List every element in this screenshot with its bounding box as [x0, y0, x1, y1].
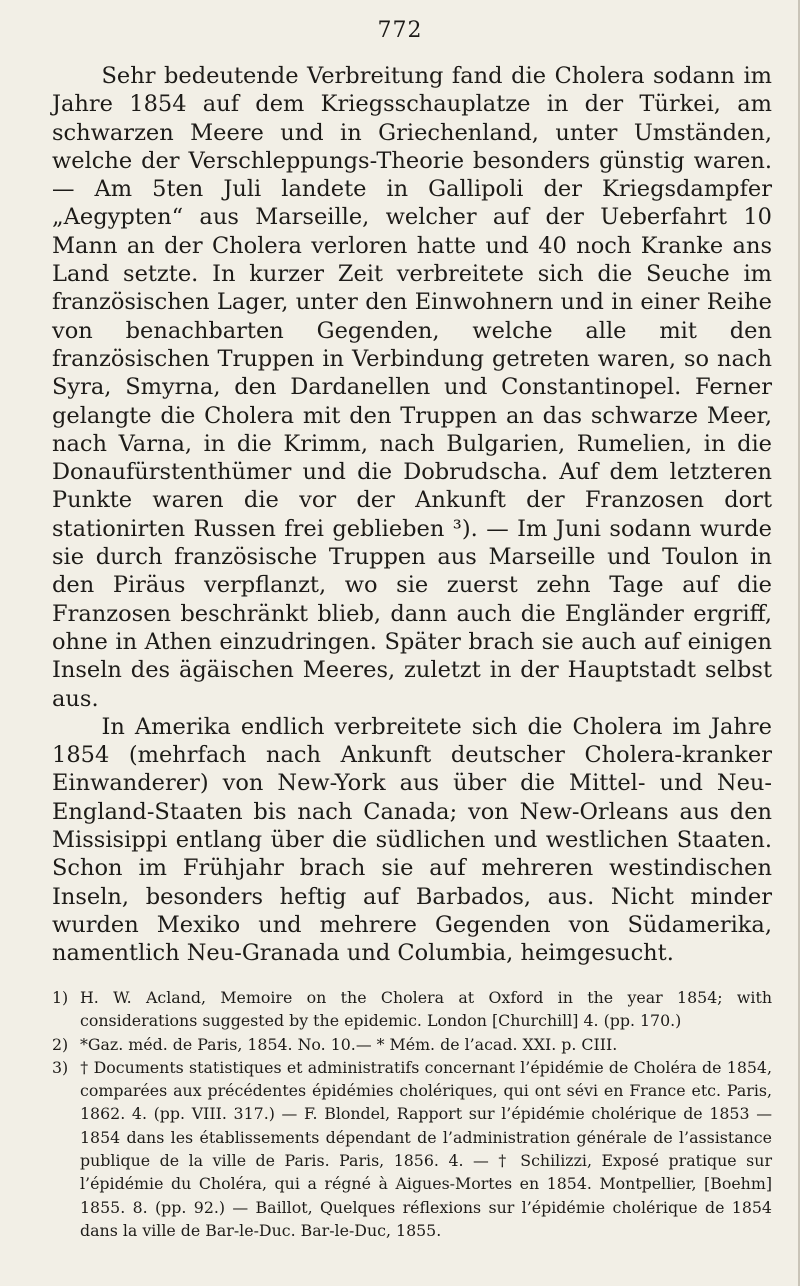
footnote-text: H. W. Acland, Memoire on the Cholera at Oxford in the year 1854; with considerations suggested by the epidemic. London [Churchill] 4. (pp. 170.) — [80, 988, 772, 1031]
footnote-2 — [52, 1033, 772, 1056]
footnote-number: 1) — [52, 988, 69, 1007]
footnote-number: 3) — [52, 1057, 69, 1077]
main-text — [52, 62, 772, 968]
footnote-text: *Gaz. méd. de Paris, 1854. No. 10.— * Mém. de l’acad. XXI. p. CIII. — [80, 1034, 618, 1054]
footnote-3 — [52, 1056, 772, 1242]
footnote-1 — [52, 986, 772, 1033]
paragraph-cholera-turkey: Sehr bedeutende Verbreitung fand die Cholera sodann im Jahre 1854 auf dem Kriegsschauplatze in der Türkei, am schwarzen Meere und in Griechenland, unter Umständen, welche der Verschleppungs-Theorie besonders günstig waren. — Am 5ten Juli landete in Gallipoli der Kriegsdampfer „Aegypten“ aus Marseille, welcher auf der Ueberfahrt 10 Mann an der Cholera verloren hatte und 40 noch Kranke ans Land setzte. In kurzer Zeit verbreitete sich die Seuche im französischen Lager, unter den Einwohnern und in einer Reihe von benachbarten Gegenden, welche alle mit den französischen Truppen in Verbindung getreten waren, so nach Syra, Smyrna, den Dardanellen und Constantinopel. Ferner gelangte die Cholera mit den Truppen an das schwarze Meer, nach Varna, in die Krimm, nach Bulgarien, Rumelien, in die Donaufürstenthümer und die Dobrudscha. Auf dem letzteren Punkte waren die vor der Ankunft der Franzosen dort stationirten Russen frei geblieben ³). — Im Juni sodann wurde sie durch französische Truppen aus Marseille und Toulon in den Piräus verpflanzt, wo sie zuerst zehn Tage auf die Franzosen beschränkt blieb, dann auch die Engländer ergriff, ohne in Athen einzudringen. Später brach sie auch auf einigen Inseln des ägäischen Meeres, zuletzt in der Hauptstadt selbst aus. — [52, 63, 772, 712]
footnote-number: 2) — [52, 1034, 69, 1054]
page-number: 772 — [377, 18, 423, 43]
footnotes — [52, 986, 772, 1242]
paragraph-cholera-america: In Amerika endlich verbreitete sich die Cholera im Jahre 1854 (mehrfach nach Ankunft deutscher Cholera-kranker Einwanderer) von New-York aus über die Mittel- und Neu-England-Staaten bis nach Canada; von New-Orleans aus den Missisippi entlang über die südlichen und westlichen Staaten. Schon im Frühjahr brach sie auf mehreren westindischen Inseln, besonders heftig auf Barbados, aus. Nicht minder wurden Mexiko und mehrere Gegenden von Südamerika, namentlich Neu-Granada und Columbia, heimgesucht. — [52, 713, 772, 967]
footnote-text: † Documents statistiques et administratifs concernant l’épidémie de Choléra de 1854, comparées aux précédentes épidémies cholériques, qui ont sévi en France etc. Paris, 1862. 4. (pp. VIII. 317.) — F. Blondel, Rapport sur l’épidémie cholérique de 1853 — 1854 dans les établissements dépendant de l’administration générale de l’assistance publique de la ville de Paris. Paris, 1856. 4. — † Schilizzi, Exposé pratique sur l’épidémie du Choléra, qui a régné à Aigues-Mortes en 1854. Montpellier, [Boehm] 1855. 8. (pp. 92.) — Baillot, Quelques réflexions sur l’épidémie cholérique de 1854 dans la ville de Bar-le-Duc. Bar-le-Duc, 1855. — [80, 1057, 772, 1240]
